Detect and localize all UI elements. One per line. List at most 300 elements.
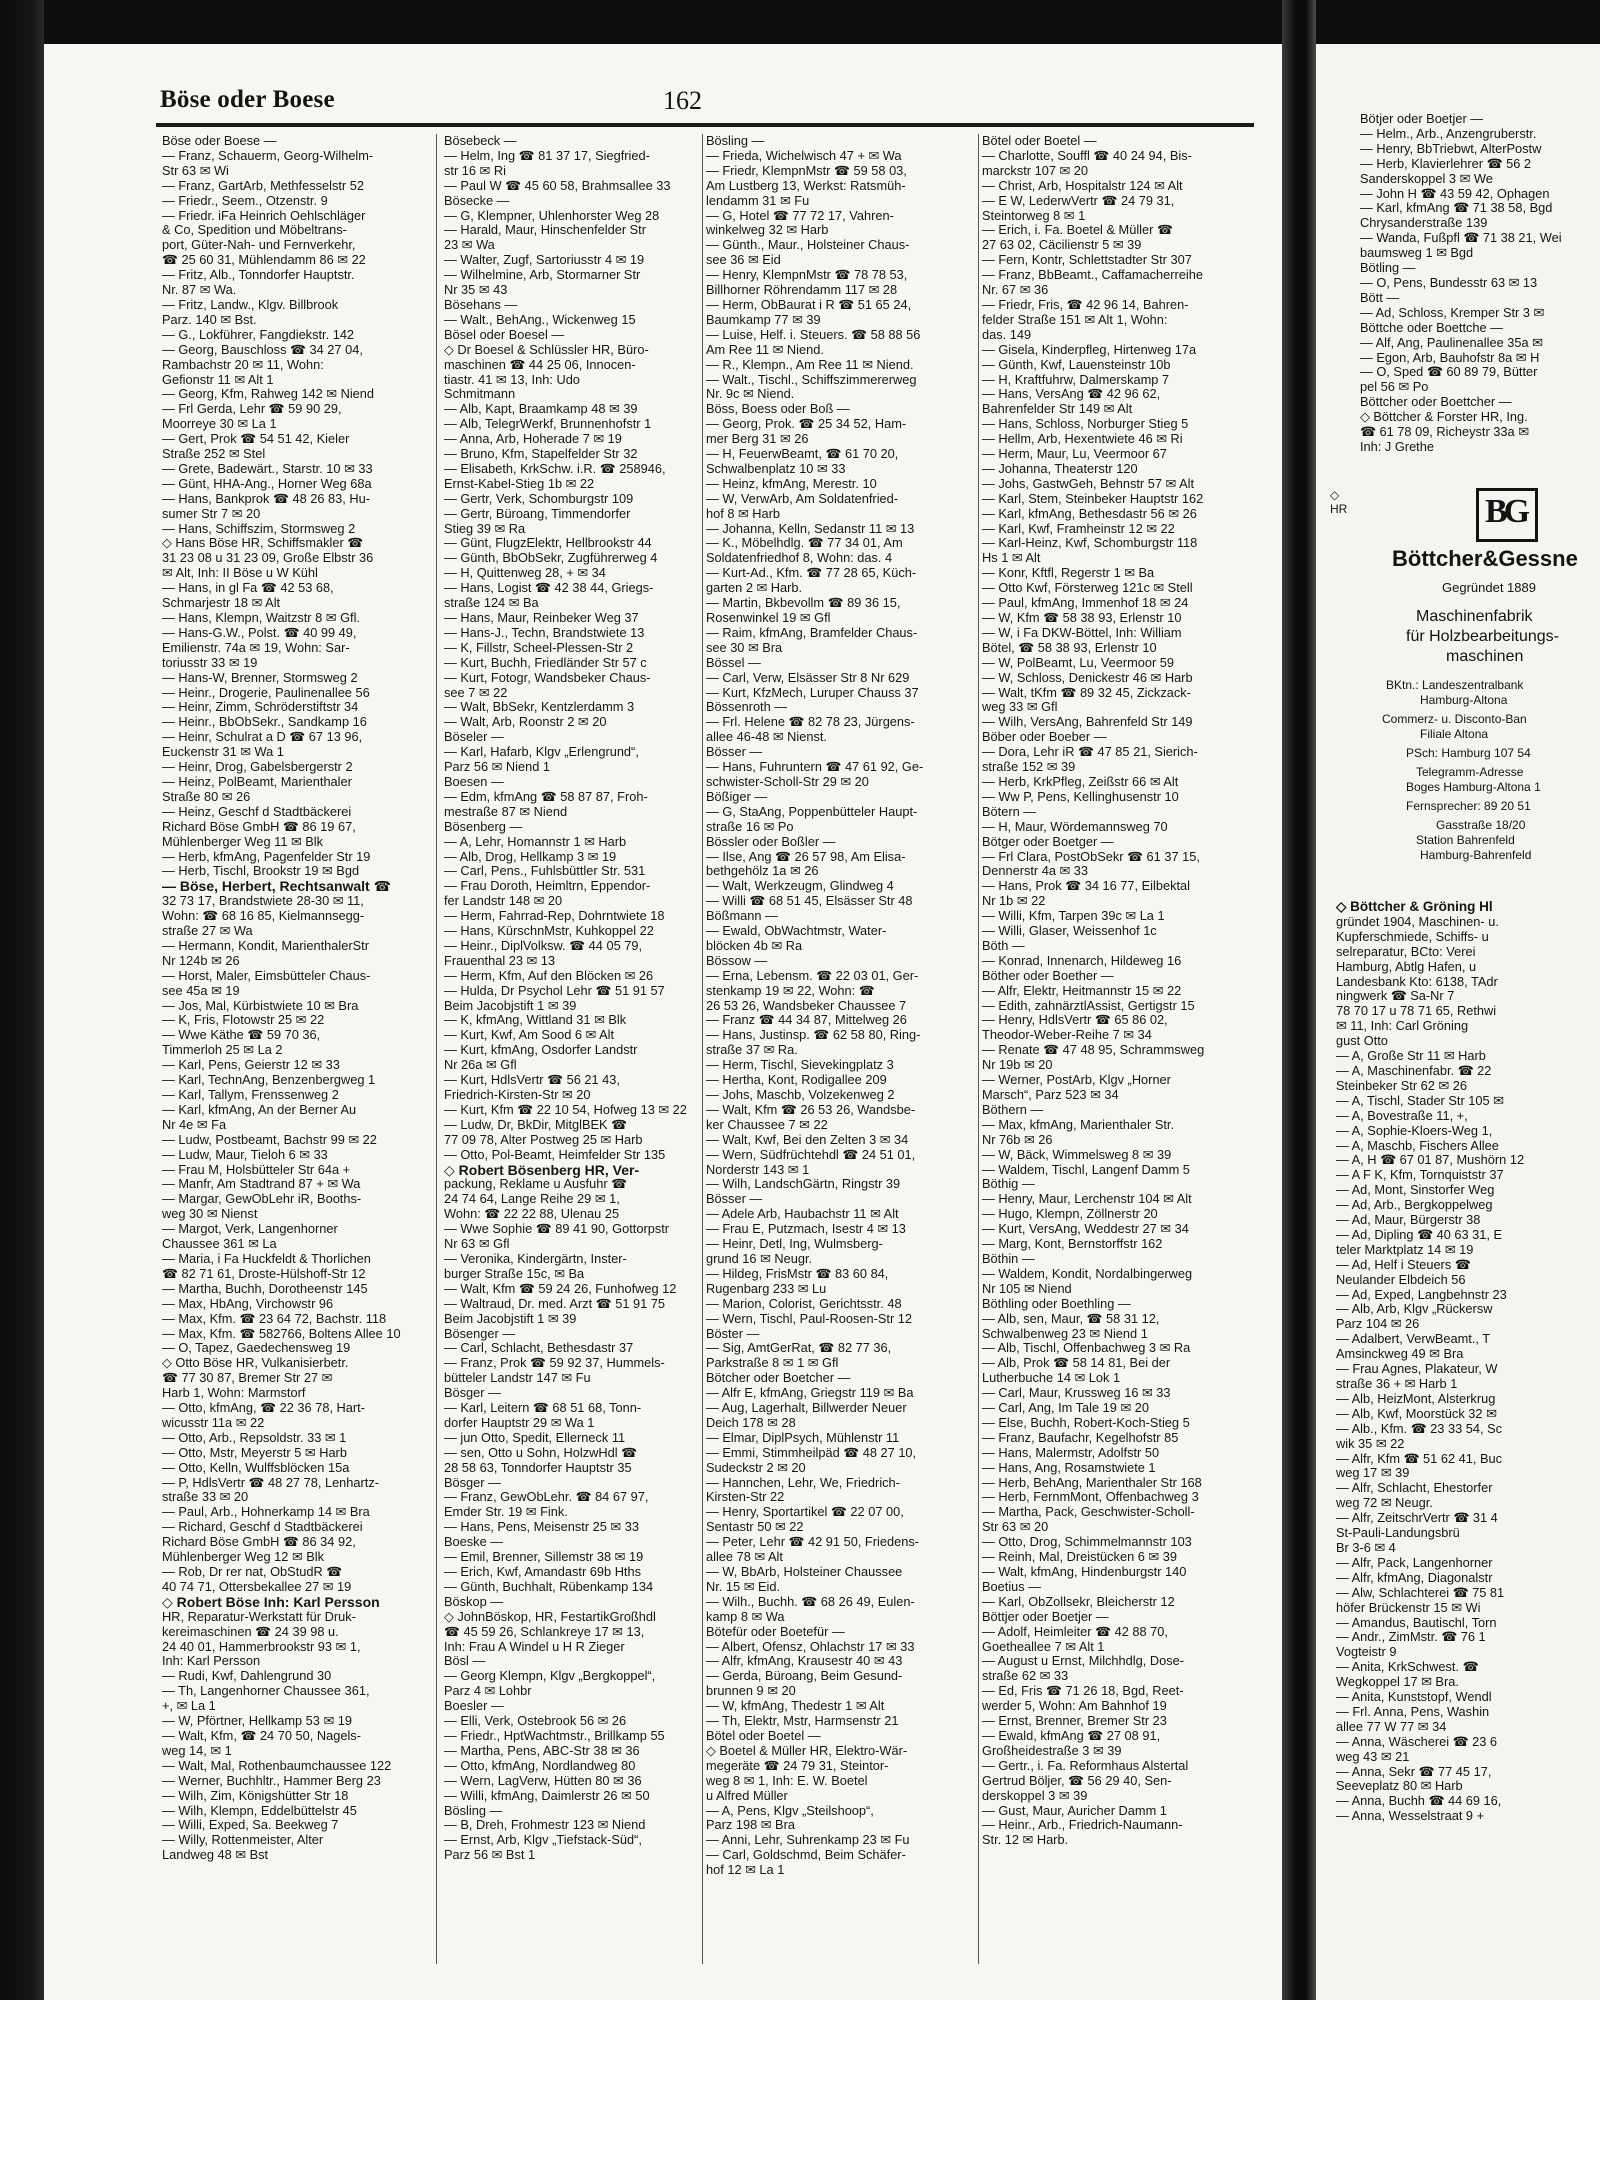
directory-entry-line: Wegkoppel 17 ✉ Bra.: [1336, 1674, 1459, 1690]
directory-entry-line: mer Berg 31 ✉ 26: [706, 431, 809, 447]
directory-entry-line: toriusstr 33 ✉ 19: [162, 654, 258, 670]
directory-entry-line: str 16 ✉ Ri: [444, 162, 506, 178]
directory-entry-line: — Carl, Pens., Fuhlsbüttler Str. 531: [444, 863, 646, 879]
directory-entry-line: bethgehölz 1a ✉ 26: [706, 863, 819, 879]
directory-entry-line: Frauenthal 23 ✉ 13: [444, 952, 556, 968]
directory-entry-line: — Anna, Sekr ☎ 77 45 17,: [1336, 1763, 1492, 1779]
directory-entry-line: — Wilh, LandschGärtn, Ringstr 39: [706, 1176, 901, 1192]
surname-heading: Bötling —: [1360, 260, 1416, 276]
directory-entry-line: — Walt, kfmAng, Hindenburgstr 140: [982, 1564, 1187, 1579]
directory-entry-line: — W, PolBeamt, Lu, Veermoor 59: [982, 654, 1175, 670]
directory-entry-line: — Hans, Schloss, Norburger Stieg 5: [982, 416, 1189, 432]
directory-entry-line: — Waldem, Kondit, Nordalbingerweg: [982, 1265, 1193, 1281]
directory-entry-line: ☎ 61 78 09, Richeystr 33a ✉: [1360, 424, 1529, 440]
directory-entry-line: — Martin, Bkbevollm ☎ 89 36 15,: [706, 595, 901, 611]
directory-entry-line: — Herm, Kfm, Auf den Blöcken ✉ 26: [444, 967, 654, 983]
directory-entry-line: — Alb, sen, Maur, ☎ 58 31 12,: [982, 1310, 1160, 1326]
directory-entry-line: Parkstraße 8 ✉ 1 ✉ Gfl: [706, 1355, 839, 1371]
directory-entry-line: Emilienstr. 74a ✉ 19, Wohn: Sar-: [162, 639, 350, 655]
directory-entry-line: — Alfr, kfmAng, Diagonalstr: [1336, 1569, 1493, 1585]
directory-entry-line: — Edith, zahnärztlAssist, Gertigstr 15: [982, 997, 1195, 1013]
directory-entry-line: — Elli, Verk, Ostebrook 56 ✉ 26: [444, 1713, 627, 1729]
directory-entry-line: Chaussee 361 ✉ La: [162, 1236, 277, 1252]
directory-entry-line: — A, Tischl, Stader Str 105 ✉: [1336, 1092, 1504, 1108]
directory-entry-line: ✉ 11, Inh: Carl Gröning: [1336, 1018, 1469, 1034]
running-head: [160, 86, 1250, 122]
ad-founded: Gegründet 1889: [1442, 580, 1536, 595]
surname-heading: Boesler —: [444, 1698, 504, 1714]
directory-entry-line: winkelweg 32 ✉ Harb: [706, 222, 829, 238]
directory-entry-line: — Wilh, VersAng, Bahrenfeld Str 149: [982, 714, 1193, 730]
directory-entry-line: — Harald, Maur, Hinschenfelder Str: [444, 222, 646, 238]
surname-heading: Bötefür oder Boetefür —: [706, 1623, 845, 1639]
directory-entry-line: ☎ 82 71 61, Droste-Hülshoff-Str 12: [162, 1265, 366, 1281]
surname-heading: Bössler oder Boßler —: [706, 833, 836, 849]
directory-entry-line: Nr 19b ✉ 20: [982, 1057, 1053, 1073]
directory-entry-line: — Otto, Pol-Beamt, Heimfelder Str 135: [444, 1146, 666, 1162]
directory-entry-line: — Walt, BbSekr, Kentzlerdamm 3: [444, 699, 635, 715]
directory-entry-line: — Gertr., i. Fa. Reformhaus Alstertal: [982, 1757, 1189, 1773]
directory-entry-line: — Martha, Pack, Geschwister-Scholl-: [982, 1504, 1195, 1520]
directory-entry-line: Vogteistr 9: [1336, 1644, 1397, 1660]
directory-entry-line: Nr. 67 ✉ 36: [982, 282, 1049, 298]
directory-entry-line: — Kurt, Kfm ☎ 22 10 54, Hofweg 13 ✉ 22: [444, 1101, 687, 1117]
directory-entry-line: — Willi, Glaser, Weissenhof 1c: [982, 923, 1157, 939]
directory-entry-line: — Frau M, Holsbütteler Str 64a +: [162, 1161, 351, 1177]
directory-entry-line: Steintorweg 8 ✉ 1: [982, 207, 1086, 223]
directory-entry-line: selreparatur, BCto: Verei: [1336, 943, 1476, 959]
directory-entry-line: — Alb, Drog, Hellkamp 3 ✉ 19: [444, 848, 617, 864]
directory-entry-line: — Konrad, Innenarch, Hildeweg 16: [982, 952, 1182, 968]
directory-entry-line: baumsweg 1 ✉ Bgd: [1360, 245, 1474, 261]
directory-entry-line: Sentastr 50 ✉ 22: [706, 1519, 804, 1535]
ad-address-line: Gasstraße 18/20: [1436, 818, 1526, 832]
directory-entry-line: — Heinz, PolBeamt, Marienthaler: [162, 773, 352, 789]
directory-entry-line: straße 36 + ✉ Harb 1: [1336, 1376, 1458, 1391]
directory-entry-line: — Friedr., HptWachtmstr., Brillkamp 55: [444, 1727, 665, 1743]
directory-entry-line: — Frau E, Putzmach, Isestr 4 ✉ 13: [706, 1221, 906, 1237]
directory-entry-line: — Willi ☎ 68 51 45, Elsässer Str 48: [706, 893, 913, 909]
directory-entry-line: — Walter, Zugf, Sartoriusstr 4 ✉ 19: [444, 252, 645, 268]
directory-entry-line: — Frl Clara, PostObSekr ☎ 61 37 15,: [982, 848, 1200, 864]
directory-entry-line: — Ed, Fris ☎ 71 26 18, Bgd, Reet-: [982, 1683, 1184, 1699]
directory-entry-line: — Albert, Ofensz, Ohlachstr 17 ✉ 33: [706, 1638, 915, 1654]
directory-entry-line: Steinbeker Str 62 ✉ 26: [1336, 1077, 1467, 1093]
directory-entry-line: — Walt, Kwf, Bei den Zelten 3 ✉ 34: [706, 1131, 909, 1147]
directory-entry-line: gründet 1904, Maschinen- u.: [1336, 913, 1499, 929]
surname-heading: Bötel oder Boetel —: [982, 134, 1097, 148]
directory-entry-line: Amsinckweg 49 ✉ Bra: [1336, 1346, 1464, 1362]
directory-entry-line: Bötel, ☎ 58 38 93, Erlenstr 10: [982, 639, 1157, 655]
directory-entry-line: Goetheallee 7 ✉ Alt 1: [982, 1638, 1105, 1654]
directory-entry-line: Am Lustberg 13, Werkst: Ratsmüh-: [706, 177, 906, 193]
directory-entry-line: — Walt, Kfm ☎ 59 24 26, Funhofweg 12: [444, 1280, 677, 1296]
directory-entry-line: wik 35 ✉ 22: [1336, 1435, 1405, 1451]
directory-entry-line: — Ludw, Dr, BkDir, MitglBEK ☎: [444, 1116, 628, 1132]
directory-entry-line: — Edm, kfmAng ☎ 58 87 87, Froh-: [444, 788, 648, 804]
directory-entry-line: — Wwe Sophie ☎ 89 41 90, Gottorpstr: [444, 1221, 670, 1237]
surname-heading: Böttcher oder Boettcher —: [1360, 394, 1512, 410]
directory-entry-line: — Heinr., BbObSekr., Sandkamp 16: [162, 714, 367, 730]
directory-entry-line: — Henry, Sportartikel ☎ 22 07 00,: [706, 1504, 904, 1520]
directory-entry-line: — Karl, Kwf, Framheinstr 12 ✉ 22: [982, 520, 1175, 536]
directory-entry-line: Mühlenberger Weg 12 ✉ Blk: [162, 1549, 324, 1565]
directory-entry-line: — John H ☎ 43 59 42, Ophagen: [1360, 185, 1550, 201]
directory-entry-line: — Karl, Stem, Steinbeker Hauptstr 162: [982, 490, 1204, 506]
directory-entry-line: Richard Böse GmbH ☎ 86 34 92,: [162, 1534, 356, 1550]
column-divider: [978, 134, 979, 1964]
directory-column-3: [706, 134, 974, 1974]
surname-heading: Böttche oder Boettche —: [1360, 319, 1503, 335]
directory-entry-line: — Heinr, Zimm, Schröderstiftstr 34: [162, 699, 359, 715]
directory-entry-line: — Karl, kfmAng ☎ 71 38 58, Bgd: [1360, 200, 1553, 216]
ad-trade-line: Maschinenfabrik: [1416, 608, 1533, 625]
directory-entry-line: bütteler Landstr 147 ✉ Fu: [444, 1370, 591, 1386]
directory-entry-line: — Georg Klempn, Klgv „Bergkoppel“,: [444, 1668, 656, 1684]
surname-heading: Bött —: [1360, 289, 1400, 305]
directory-entry-line: pel 56 ✉ Po: [1360, 379, 1429, 395]
directory-entry-line: — Manfr, Am Stadtrand 87 + ✉ Wa: [162, 1176, 361, 1192]
directory-entry-line: — Erna, Lebensm. ☎ 22 03 01, Ger-: [706, 967, 919, 983]
surname-heading: Böthin —: [982, 1250, 1035, 1266]
directory-entry-line: — Hans-J., Techn, Brandstwiete 13: [444, 624, 645, 640]
directory-entry-line: — Heinz, Geschf d Stadtbäckerei: [162, 803, 352, 819]
directory-entry-line: — Paul, kfmAng, Immenhof 18 ✉ 24: [982, 595, 1189, 611]
directory-entry-line: — Gert, Prok ☎ 54 51 42, Kieler: [162, 431, 350, 447]
directory-entry-line: Str. 12 ✉ Harb.: [982, 1832, 1069, 1848]
directory-entry-line: ☎ 25 60 31, Mühlendamm 86 ✉ 22: [162, 252, 366, 268]
directory-entry-line: Nr 76b ✉ 26: [982, 1131, 1053, 1147]
directory-entry-line: schwister-Scholl-Str 29 ✉ 20: [706, 773, 869, 789]
directory-entry-line: & Co, Spedition und Möbeltrans-: [162, 222, 347, 238]
ad-bank-line: Filiale Altona: [1420, 727, 1489, 741]
directory-entry-line: — Anna, Arb, Hoherade 7 ✉ 19: [444, 431, 622, 447]
directory-entry-line: Inh: Frau A Windel u H R Zieger: [444, 1638, 625, 1654]
directory-entry-line: Euckenstr 31 ✉ Wa 1: [162, 744, 284, 760]
directory-entry-line: — Karl-Heinz, Kwf, Schomburgstr 118: [982, 535, 1198, 551]
directory-entry-line: — Hertha, Kont, Rodigallee 209: [706, 1072, 887, 1088]
directory-entry-line: — Renate ☎ 47 48 95, Schrammsweg: [982, 1042, 1205, 1058]
directory-entry-line: maschinen ☎ 44 25 06, Innocen-: [444, 356, 636, 372]
directory-entry-line: — Hans, Fuhruntern ☎ 47 61 92, Ge-: [706, 759, 924, 775]
directory-entry-line: Nr. 87 ✉ Wa.: [162, 282, 237, 298]
surname-heading: Bösel oder Boesel —: [444, 326, 565, 342]
directory-entry-line: — K, Fris, Flotowstr 25 ✉ 22: [162, 1012, 325, 1028]
directory-entry-line: — Wilh., Buchh. ☎ 68 26 49, Eulen-: [706, 1593, 915, 1609]
directory-entry-line: — Hans-G.W., Polst. ☎ 40 99 49,: [162, 624, 357, 640]
directory-entry-line: Str 63 ✉ 20: [982, 1519, 1049, 1535]
directory-entry-line: — Carl, Schlacht, Bethesdastr 37: [444, 1340, 634, 1356]
directory-entry-line: — Kurt, kfmAng, Osdorfer Landstr: [444, 1042, 638, 1058]
directory-entry-line: Schmitmann: [444, 386, 516, 402]
directory-entry-line: burger Straße 15c, ✉ Ba: [444, 1265, 585, 1281]
ad-bank-line: Commerz- u. Disconto-Ban: [1382, 712, 1527, 726]
ad-bank-line: Hamburg-Altona: [1420, 693, 1508, 707]
directory-entry-line: — sen, Otto u Sohn, HolzwHdl ☎: [444, 1444, 638, 1460]
directory-entry-line: Hamburg, Abtlg Hafen, u: [1336, 958, 1477, 974]
directory-entry-line: — H, Quittenweg 28, + ✉ 34: [444, 565, 606, 581]
surname-heading: Bösger —: [444, 1385, 501, 1401]
directory-entry-line: Straße 80 ✉ 26: [162, 788, 251, 804]
directory-entry-line: — Herb, Tischl, Brookstr 19 ✉ Bgd: [162, 863, 360, 879]
directory-entry-line: Straße 252 ✉ Stel: [162, 446, 266, 462]
surname-heading: Bösl —: [444, 1653, 486, 1669]
directory-entry-line: — Herb, KrkPfleg, Zeißstr 66 ✉ Alt: [982, 773, 1179, 789]
surname-heading: Böber oder Boeber —: [982, 729, 1107, 745]
directory-entry-line: HR, Reparatur-Werkstatt für Druk-: [162, 1608, 356, 1624]
directory-entry-line: — Herb, BehAng, Marienthaler Str 168: [982, 1474, 1202, 1490]
directory-entry-line: St-Pauli-Landungsbrü: [1336, 1525, 1460, 1541]
directory-entry-line: Hs 1 ✉ Alt: [982, 550, 1041, 566]
page-title: Böse oder Boese: [160, 86, 335, 113]
directory-entry-line: straße 62 ✉ 33: [982, 1668, 1069, 1684]
directory-entry-line: — Karl, Hafarb, Klgv „Erlengrund“,: [444, 744, 639, 760]
directory-entry-line: — Herb, kfmAng, Pagenfelder Str 19: [162, 848, 371, 864]
directory-entry-line: — Wilhelmine, Arb, Stormarner Str: [444, 267, 641, 283]
directory-entry-line: — Helm., Arb., Anzengruberstr.: [1360, 125, 1537, 141]
directory-entry-line: — Wilh, Klempn, Eddelbüttelstr 45: [162, 1802, 357, 1818]
directory-entry-line: — Paul W ☎ 45 60 58, Brahmsallee 33: [444, 177, 671, 193]
directory-entry-line: dorfer Hauptstr 29 ✉ Wa 1: [444, 1414, 595, 1430]
directory-entry-line: ◇ Böttcher & Gröning Hl: [1336, 900, 1493, 914]
directory-entry-line: — Alb, Arb, Klgv „Rückersw: [1336, 1301, 1493, 1317]
directory-entry-line: — Hugo, Klempn, Zöllnerstr 20: [982, 1206, 1158, 1222]
directory-entry-line: — Henry, BbTriebwt, AlterPostw: [1360, 140, 1542, 156]
directory-entry-line: Landweg 48 ✉ Bst: [162, 1847, 269, 1863]
directory-entry-line: Theodor-Weber-Reihe 7 ✉ 34: [982, 1027, 1152, 1043]
directory-entry-line: ☎ 45 59 26, Schlankreye 17 ✉ 13,: [444, 1623, 645, 1639]
directory-entry-line: — W, Bäck, Wimmelsweg 8 ✉ 39: [982, 1146, 1172, 1162]
directory-entry-line: — Willi, kfmAng, Daimlerstr 26 ✉ 50: [444, 1787, 650, 1803]
directory-entry-line: — A, Maschinenfabr. ☎ 22: [1336, 1062, 1492, 1078]
directory-entry-line: 78 70 17 u 78 71 65, Rethwi: [1336, 1003, 1497, 1019]
directory-entry-line: — Alf, Ang, Paulinenallee 35a ✉: [1360, 334, 1543, 350]
directory-entry-line: — Wern, Südfrüchtehdl ☎ 24 51 01,: [706, 1146, 916, 1162]
directory-entry-line: — Helm, Ing ☎ 81 37 17, Siegfried-: [444, 147, 650, 163]
directory-entry-line: — Franz, Schauerm, Georg-Wilhelm-: [162, 147, 374, 163]
directory-entry-line: Parz 56 ✉ Niend 1: [444, 759, 551, 775]
directory-entry-line: — Rudi, Kwf, Dahlengrund 30: [162, 1668, 332, 1684]
directory-entry-line: Wohn: ☎ 22 22 88, Ulenau 25: [444, 1206, 620, 1222]
directory-entry-line: ◇ Boetel & Müller HR, Elektro-Wär-: [706, 1742, 908, 1758]
directory-entry-line: straße 152 ✉ 39: [982, 759, 1076, 775]
directory-entry-line: Mühlenberger Weg 11 ✉ Blk: [162, 833, 324, 849]
directory-entry-line: — Otto, kfmAng, ☎ 22 36 78, Hart-: [162, 1400, 365, 1416]
surname-heading: Bösehans —: [444, 296, 518, 312]
surname-heading: Bösser —: [706, 1191, 763, 1207]
directory-entry-line: 27 63 02, Cäcilienstr 5 ✉ 39: [982, 237, 1142, 253]
directory-entry-line: 24 74 64, Lange Reihe 29 ✉ 1,: [444, 1191, 620, 1207]
directory-entry-line: — Raim, kfmAng, Bramfelder Chaus-: [706, 624, 918, 640]
directory-entry-line: — Walt, Kfm, ☎ 24 70 50, Nagels-: [162, 1727, 361, 1743]
directory-entry-line: — Elmar, DiplPsych, Mühlenstr 11: [706, 1429, 900, 1445]
directory-entry-line: — Th, Elektr, Mstr, Harmsenstr 21: [706, 1713, 899, 1729]
directory-entry-line: — Otto, Mstr, Meyerstr 5 ✉ Harb: [162, 1444, 347, 1460]
directory-entry-line: — Adalbert, VerwBeamt., T: [1336, 1331, 1491, 1347]
directory-entry-line: — Günth., Maur., Holsteiner Chaus-: [706, 237, 910, 253]
directory-entry-line: Emder Str. 19 ✉ Fink.: [444, 1504, 568, 1520]
directory-entry-line: ◇ Robert Böse Inh: Karl Persson: [162, 1593, 380, 1610]
directory-entry-line: derskoppel 3 ✉ 39: [982, 1787, 1088, 1803]
directory-entry-line: — Walt., Tischl., Schiffszimmererweg: [706, 371, 917, 387]
directory-entry-line: Neulander Elbdeich 56: [1336, 1271, 1466, 1287]
directory-entry-line: das. 149: [982, 326, 1032, 342]
directory-entry-line: Am Ree 11 ✉ Niend.: [706, 341, 824, 357]
directory-entry-line: — Heinz, kfmAng, Merestr. 10: [706, 475, 877, 491]
directory-entry-line: — Alb, HeizMont, Alsterkrug: [1336, 1390, 1496, 1406]
directory-entry-line: — Alb, TelegrWerkf, Brunnenhofstr 1: [444, 416, 652, 432]
directory-entry-line: — Wern, Tischl, Paul-Roosen-Str 12: [706, 1310, 913, 1326]
directory-entry-line: — Hans, Bankprok ☎ 48 26 83, Hu-: [162, 490, 370, 506]
directory-entry-line: — Alfr, Kfm ☎ 51 62 41, Buc: [1336, 1450, 1503, 1466]
surname-heading: Bötel oder Boetel —: [706, 1727, 821, 1743]
directory-entry-line: Sudeckstr 2 ✉ 20: [706, 1459, 806, 1475]
directory-entry-line: — Gertr, Verk, Schomburgstr 109: [444, 490, 634, 506]
directory-entry-line: — Walt, Kfm ☎ 26 53 26, Wandsbe-: [706, 1101, 916, 1117]
directory-entry-line: — Sig, AmtGerRat, ☎ 82 77 36,: [706, 1340, 892, 1356]
directory-entry-line: — Anna, Wesselstraat 9 +: [1336, 1808, 1485, 1824]
directory-entry-line: ☎ 77 30 87, Bremer Str 27 ✉: [162, 1370, 333, 1386]
directory-entry-line: — Anita, Kunststopf, Wendl: [1336, 1689, 1492, 1705]
ad-firm-name: Böttcher&Gessne: [1392, 546, 1578, 571]
directory-entry-line: felder Straße 151 ✉ Alt 1, Wohn:: [982, 311, 1168, 327]
surname-heading: Böse oder Boese —: [162, 134, 277, 148]
directory-entry-line: — Ludw, Postbeamt, Bachstr 99 ✉ 22: [162, 1131, 377, 1147]
directory-entry-line: — Ad, Mont, Sinstorfer Weg: [1336, 1182, 1495, 1198]
directory-entry-line: Ernst-Kabel-Stieg 1b ✉ 22: [444, 475, 595, 491]
directory-entry-line: Baumkamp 77 ✉ 39: [706, 311, 821, 327]
directory-entry-line: — Waltraud, Dr. med. Arzt ☎ 51 91 75: [444, 1295, 666, 1311]
directory-entry-line: — Ernst, Arb, Klgv „Tiefstack-Süd“,: [444, 1832, 642, 1848]
directory-entry-line: ◇ Dr Boesel & Schlüssler HR, Büro-: [444, 341, 649, 357]
directory-entry-line: Kirsten-Str 22: [706, 1489, 785, 1505]
directory-entry-line: Moorreye 30 ✉ La 1: [162, 416, 277, 432]
surname-heading: Bößmann —: [706, 908, 778, 924]
directory-entry-line: — Alfr, Pack, Langenhorner: [1336, 1554, 1493, 1570]
directory-entry-line: teler Marktplatz 14 ✉ 19: [1336, 1241, 1474, 1257]
directory-entry-line: Schwalbenweg 23 ✉ Niend 1: [982, 1325, 1148, 1341]
directory-entry-line: — Hulda, Dr Psychol Lehr ☎ 51 91 57: [444, 982, 665, 998]
directory-entry-line: weg 14, ✉ 1: [162, 1742, 232, 1758]
surname-heading: Bösenberg —: [444, 818, 523, 834]
directory-entry-line: — Johs, Maschb, Volzekenweg 2: [706, 1087, 895, 1102]
directory-entry-line: Rugenbarg 233 ✉ Lu: [706, 1280, 827, 1296]
directory-entry-line: Richard Böse GmbH ☎ 86 19 67,: [162, 818, 356, 834]
directory-entry-line: Bahrenfelder Str 149 ✉ Alt: [982, 401, 1133, 417]
directory-entry-line: — Frieda, Wichelwisch 47 + ✉ Wa: [706, 147, 902, 163]
surname-heading: Bötjer oder Boetjer —: [1360, 112, 1484, 126]
directory-entry-line: Beim Jacobjstift 1 ✉ 39: [444, 1310, 577, 1326]
directory-entry-line: — H, Maur, Wördemannsweg 70: [982, 818, 1168, 834]
directory-entry-line: blöcken 4b ✉ Ra: [706, 937, 803, 953]
directory-entry-line: — Karl, ObZollsekr, Bleicherstr 12: [982, 1593, 1175, 1609]
directory-entry-line: — Hans, Ang, Rosamstwiete 1: [982, 1459, 1156, 1475]
directory-entry-line: — Kurt, Fotogr, Wandsbeker Chaus-: [444, 669, 651, 685]
surname-heading: Bösser —: [706, 744, 763, 760]
surname-heading: Bösecke —: [444, 192, 510, 208]
directory-entry-line: weg 17 ✉ 39: [1336, 1465, 1410, 1481]
directory-entry-line: — Elisabeth, KrkSchw. i.R. ☎ 258946,: [444, 460, 666, 476]
ad-address-line: Hamburg-Bahrenfeld: [1420, 848, 1532, 862]
directory-entry-line: — Max, kfmAng, Marienthaler Str.: [982, 1116, 1175, 1132]
directory-entry-line: — Ilse, Ang ☎ 26 57 98, Am Elisa-: [706, 848, 906, 864]
directory-entry-line: — Wwe Käthe ☎ 59 70 36,: [162, 1027, 321, 1043]
directory-entry-line: — Walt, Werkzeugm, Glindweg 4: [706, 878, 894, 894]
directory-entry-line: — Fritz, Alb., Tonndorfer Hauptstr.: [162, 267, 355, 283]
surname-heading: Bössenroth —: [706, 699, 788, 715]
directory-entry-line: hof 8 ✉ Harb: [706, 505, 781, 521]
directory-entry-line: packung, Reklame u Ausfuhr ☎: [444, 1176, 628, 1192]
directory-entry-line: — Franz, GartArb, Methfesselstr 52: [162, 177, 364, 193]
hr-marker-text: ◇ HR: [1330, 488, 1348, 516]
directory-entry-line: — Gertr, Büroang, Timmendorfer: [444, 505, 631, 521]
directory-entry-line: Schmarjestr 18 ✉ Alt: [162, 595, 281, 611]
directory-entry-line: — Ad, Helf i Steuers ☎: [1336, 1256, 1471, 1272]
directory-entry-line: 77 09 78, Alter Postweg 25 ✉ Harb: [444, 1131, 643, 1147]
directory-entry-line: werder 5, Wohn: Am Bahnhof 19: [982, 1698, 1167, 1714]
directory-entry-line: — Alb, Prok ☎ 58 14 81, Bei der: [982, 1355, 1171, 1371]
directory-entry-line: — Walt., BehAng., Wickenweg 15: [444, 311, 636, 327]
ad-trade-line: für Holzbearbeitungs-: [1406, 628, 1559, 645]
directory-entry-line: Dennerstr 4a ✉ 33: [982, 863, 1089, 879]
surname-heading: Böthern —: [982, 1101, 1044, 1117]
directory-entry-line: — Jos, Mal, Kürbistwiete 10 ✉ Bra: [162, 997, 359, 1013]
directory-entry-line: weg 43 ✉ 21: [1336, 1748, 1410, 1764]
directory-entry-line: — Amandus, Bautischl, Torn: [1336, 1614, 1497, 1630]
directory-entry-line: — Henry, Maur, Lerchenstr 104 ✉ Alt: [982, 1191, 1192, 1207]
directory-entry-line: — Marion, Colorist, Gerichtsstr. 48: [706, 1295, 902, 1311]
directory-entry-line: — Marg, Kont, Bernstorffstr 162: [982, 1236, 1163, 1252]
directory-entry-line: — G, StaAng, Poppenbütteler Haupt-: [706, 803, 918, 819]
directory-entry-line: Chrysanderstraße 139: [1360, 215, 1488, 231]
directory-entry-line: hof 12 ✉ La 1: [706, 1862, 785, 1878]
directory-entry-line: — Carl, Ang, Im Tale 19 ✉ 20: [982, 1400, 1149, 1416]
directory-entry-line: — Alw, Schlachterei ☎ 75 81: [1336, 1584, 1505, 1600]
directory-entry-line: Friedrich-Kirsten-Str ✉ 20: [444, 1087, 591, 1102]
directory-entry-line: — Heinr, Drog, Gabelsbergerstr 2: [162, 759, 353, 775]
directory-entry-line: — Walt, tKfm ☎ 89 32 45, Zickzack-: [982, 684, 1191, 700]
directory-entry-line: — A, Große Str 11 ✉ Harb: [1336, 1048, 1486, 1064]
directory-entry-line: — Kurt, VersAng, Weddestr 27 ✉ 34: [982, 1221, 1189, 1237]
directory-entry-line: Gefionstr 11 ✉ Alt 1: [162, 371, 274, 387]
directory-entry-line: — Bruno, Kfm, Stapelfelder Str 32: [444, 446, 638, 462]
surname-heading: Bössow —: [706, 952, 768, 968]
directory-entry-line: Seeveplatz 80 ✉ Harb: [1336, 1778, 1463, 1794]
directory-entry-line: allee 46-48 ✉ Nienst.: [706, 729, 827, 745]
directory-column-1: [162, 134, 420, 1974]
directory-entry-line: +, ✉ La 1: [162, 1698, 216, 1714]
surname-heading: Bößiger —: [706, 788, 768, 804]
directory-entry-line: — Paul, Arb., Hohnerkamp 14 ✉ Bra: [162, 1504, 370, 1520]
directory-entry-line: Landesbank Kto: 6138, TAdr: [1336, 973, 1498, 989]
logo-letters: BG: [1485, 493, 1527, 530]
directory-entry-line: gust Otto: [1336, 1033, 1388, 1049]
directory-entry-line: Nr. 9c ✉ Niend.: [706, 386, 795, 402]
directory-entry-line: ningwerk ☎ Sa-Nr 7: [1336, 988, 1455, 1004]
directory-entry-line: — Hannchen, Lehr, We, Friedrich-: [706, 1474, 900, 1490]
directory-entry-line: — Frau Agnes, Plakateur, W: [1336, 1361, 1498, 1377]
directory-entry-line: 24 40 01, Hammerbrookstr 93 ✉ 1,: [162, 1638, 361, 1654]
firm-logo-icon: [1476, 488, 1538, 542]
directory-column-5-bottom: [1336, 900, 1600, 1960]
directory-entry-line: weg 30 ✉ Nienst: [162, 1206, 258, 1222]
directory-entry-line: — Otto, kfmAng, Nordlandweg 80: [444, 1757, 636, 1773]
directory-entry-line: — A F K, Kfm, Tornquiststr 37: [1336, 1167, 1504, 1183]
directory-entry-line: — Maria, i Fa Huckfeldt & Thorlichen: [162, 1250, 371, 1266]
directory-entry-line: — Werner, PostArb, Klgv „Horner: [982, 1072, 1171, 1088]
directory-entry-line: 32 73 17, Brandstwiete 28-30 ✉ 11,: [162, 893, 364, 909]
directory-entry-line: — Otto, Kelln, Wulffsblöcken 15a: [162, 1459, 350, 1475]
